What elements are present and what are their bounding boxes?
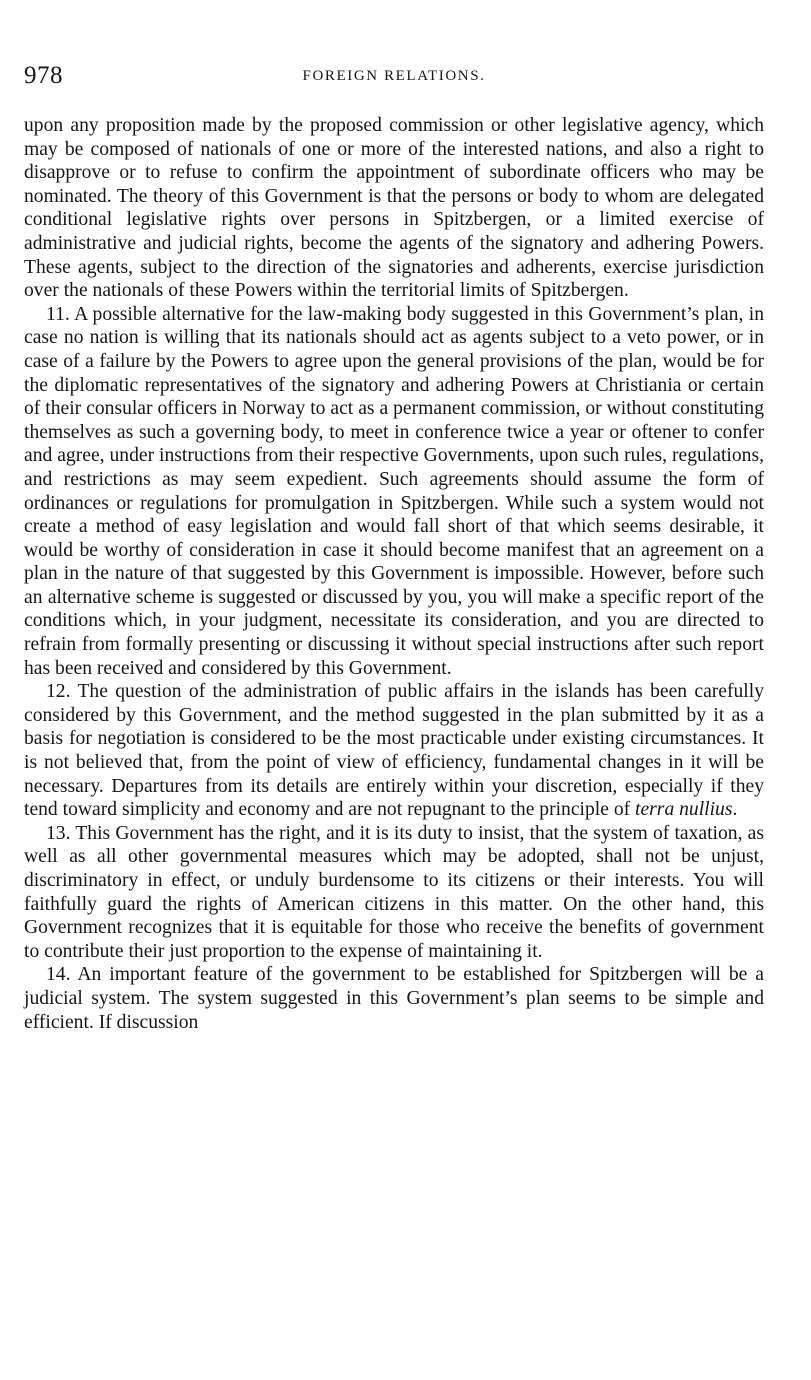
document-page xyxy=(24,62,764,1034)
paragraph-12-text: 12. The question of the administration of public affairs in the islands has been carefully considered by this Government, and the method suggested in the plan submitted by it as a basis for negotiation is considered to be the most practicable under existing circumstances. It is not believed that, from the point of view of efficiency, fundamental changes in it will be necessary. Departures from its details are entirely within your discretion, especially if they tend toward simplicity and economy and are not repugnant to the principle of xyxy=(24,681,764,821)
paragraph-12-italic-term: terra nullius xyxy=(635,799,733,821)
paragraph-12-end: . xyxy=(732,799,738,821)
running-head-title: FOREIGN RELATIONS. xyxy=(302,68,486,84)
page-number: 978 xyxy=(24,62,63,89)
paragraph-14: 14. An important feature of the government to be established for Spitzbergen will be a judicial system. The system suggested in this Government’s plan seems to be simple and efficient. If discussion xyxy=(24,964,764,1033)
paragraph-13: 13. This Government has the right, and it is its duty to insist, that the system of taxation, as well as all other governmental measures which may be adopted, shall not be unjust, discriminatory in effect, or unduly burdensome to its citizens or their interests. You will faithfully guard the rights of American citizens in this matter. On the other hand, this Government recognizes that it is equitable for those who receive the benefits of government to contribute their just proportion to the expense of maintaining it. xyxy=(24,822,764,962)
running-head xyxy=(24,62,764,92)
paragraph-12 xyxy=(24,680,764,822)
paragraph-continuation: upon any proposition made by the proposed commission or other legislative agency, which may be composed of nationals of one or more of the interested nations, and also a right to disapprove or to refuse to confirm the appointment of subordinate officers who may be nominated. The theory of this Government is that the persons or body to whom are delegated conditional legislative rights over persons in Spitzbergen, or a limited exercise of administrative and judicial rights, become the agents of the signatory and adhering Powers. These agents, subject to the direction of the signatories and adherents, exercise jurisdiction over the nationals of these Powers within the territorial limits of Spitzbergen. xyxy=(24,115,764,302)
body-text xyxy=(24,114,764,1034)
paragraph-11: 11. A possible alternative for the law-making body suggested in this Government’s plan, in case no nation is willing that its nationals should act as agents subject to a veto power, or in case of a failure by the Powers to agree upon the general provisions of the plan, would be for the diplomatic representatives of the signatory and adhering Powers at Christiania or certain of their consular officers in Norway to act as a permanent commission, or without constituting themselves as such a governing body, to meet in conference twice a year or oftener to confer and agree, under instructions from their respective Governments, upon such rules, regulations, and restrictions as may seem expedient. Such agreements should assume the form of ordinances or regulations for promulgation in Spitzbergen. While such a system would not create a method of easy legislation and would fall short of that which seems desirable, it would be worthy of consideration in case it should become manifest that an agreement on a plan in the nature of that suggested by this Government is impossible. However, before such an alternative scheme is suggested or discussed by you, you will make a specific report of the conditions which, in your judgment, necessitate its consideration, and you are directed to refrain from formally presenting or discussing it without special instructions after such report has been received and considered by this Government. xyxy=(24,303,764,679)
